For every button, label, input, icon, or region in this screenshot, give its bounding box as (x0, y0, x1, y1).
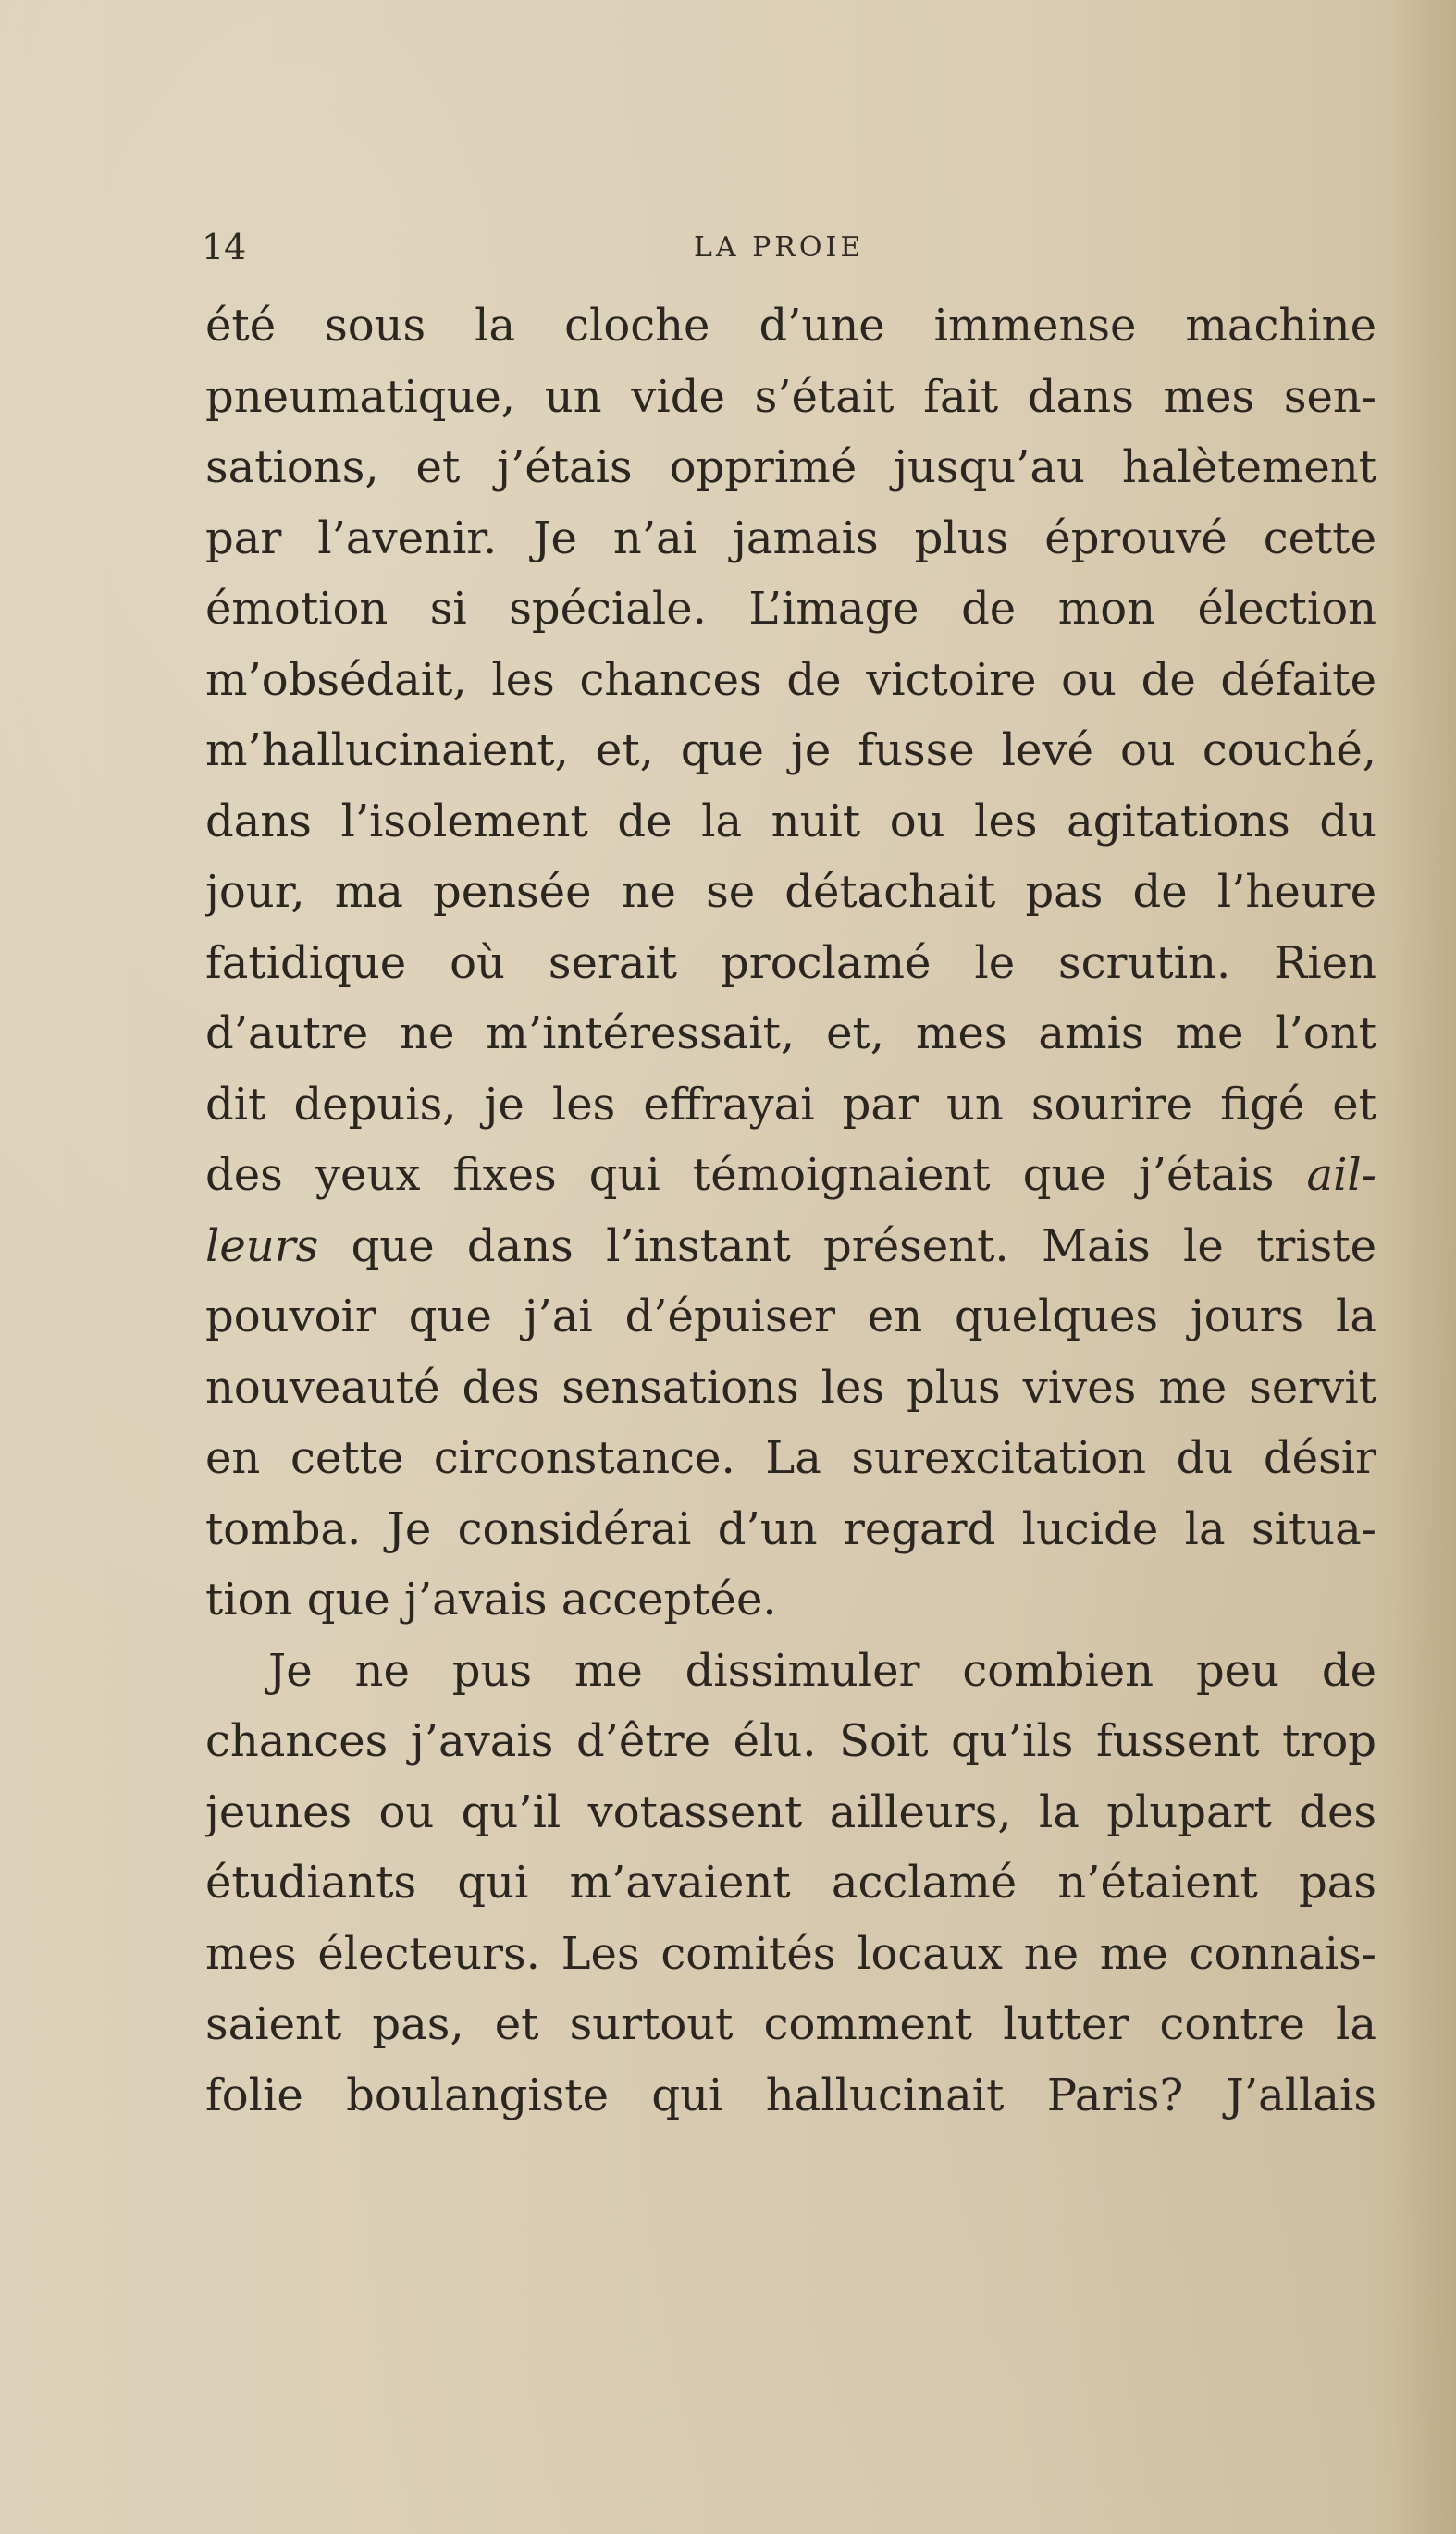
text-line: sations, et j’étais opprimé jusqu’au halètement (205, 441, 1376, 493)
text-line: chances j’avais d’être élu. Soit qu’ils fussent trop (205, 1715, 1376, 1767)
text-line: par l’avenir. Je n’ai jamais plus éprouvé cette (205, 512, 1376, 564)
text-line: nouveauté des sensations les plus vives me servit (205, 1361, 1376, 1414)
text-line: fatidique où serait proclamé le scrutin. Rien (205, 936, 1376, 989)
text-line: dans l’isolement de la nuit ou les agitations du (205, 795, 1376, 847)
text-run: des yeux fixes qui témoignaient que j’étais (205, 1149, 1307, 1201)
text-line (205, 1140, 1376, 1211)
text-line: jour, ma pensée ne se détachait pas de l’heure (205, 866, 1376, 918)
running-head (202, 226, 1376, 268)
body-text (205, 290, 1376, 2131)
text-line: Je ne pus me dissimuler combien peu de (268, 1644, 1376, 1697)
text-line: jeunes ou qu’il votassent ailleurs, la plupart des (205, 1786, 1376, 1838)
text-line: dit depuis, je les effrayai par un sourire figé et (205, 1078, 1376, 1131)
text-line (205, 1211, 1376, 1282)
text-line: d’autre ne m’intéressait, et, mes amis me l’ont (205, 1007, 1376, 1059)
text-line: en cette circonstance. La surexcitation du désir (205, 1432, 1376, 1484)
text-run: que dans l’instant présent. Mais le triste (318, 1219, 1376, 1272)
text-line: émotion si spéciale. L’image de mon élection (205, 583, 1376, 635)
text-line: été sous la cloche d’une immense machine (205, 300, 1376, 352)
text-line: pouvoir que j’ai d’épuiser en quelques jours la (205, 1291, 1376, 1342)
page-number: 14 (202, 227, 247, 267)
text-line: étudiants qui m’avaient acclamé n’étaient pas (205, 1857, 1376, 1909)
text-line: m’hallucinaient, et, que je fusse levé ou couché, (205, 724, 1376, 776)
text-line: tomba. Je considérai d’un regard lucide la situa- (205, 1502, 1376, 1555)
text-line: pneumatique, un vide s’était fait dans mes sen- (205, 370, 1376, 423)
running-title: LA PROIE (694, 231, 865, 264)
text-line: tion que j’avais acceptée. (205, 1574, 777, 1625)
text-line: m’obsédait, les chances de victoire ou de défaite (205, 653, 1376, 706)
page-edge-shading (1391, 0, 1456, 2534)
italic-word: ail- (1306, 1149, 1376, 1201)
text-line: saient pas, et surtout comment lutter contre la (205, 1998, 1376, 2050)
text-line: folie boulangiste qui hallucinait Paris? J’allais (205, 2069, 1376, 2121)
text-line: mes électeurs. Les comités locaux ne me connais- (205, 1927, 1376, 1980)
italic-word: leurs (205, 1219, 319, 1272)
